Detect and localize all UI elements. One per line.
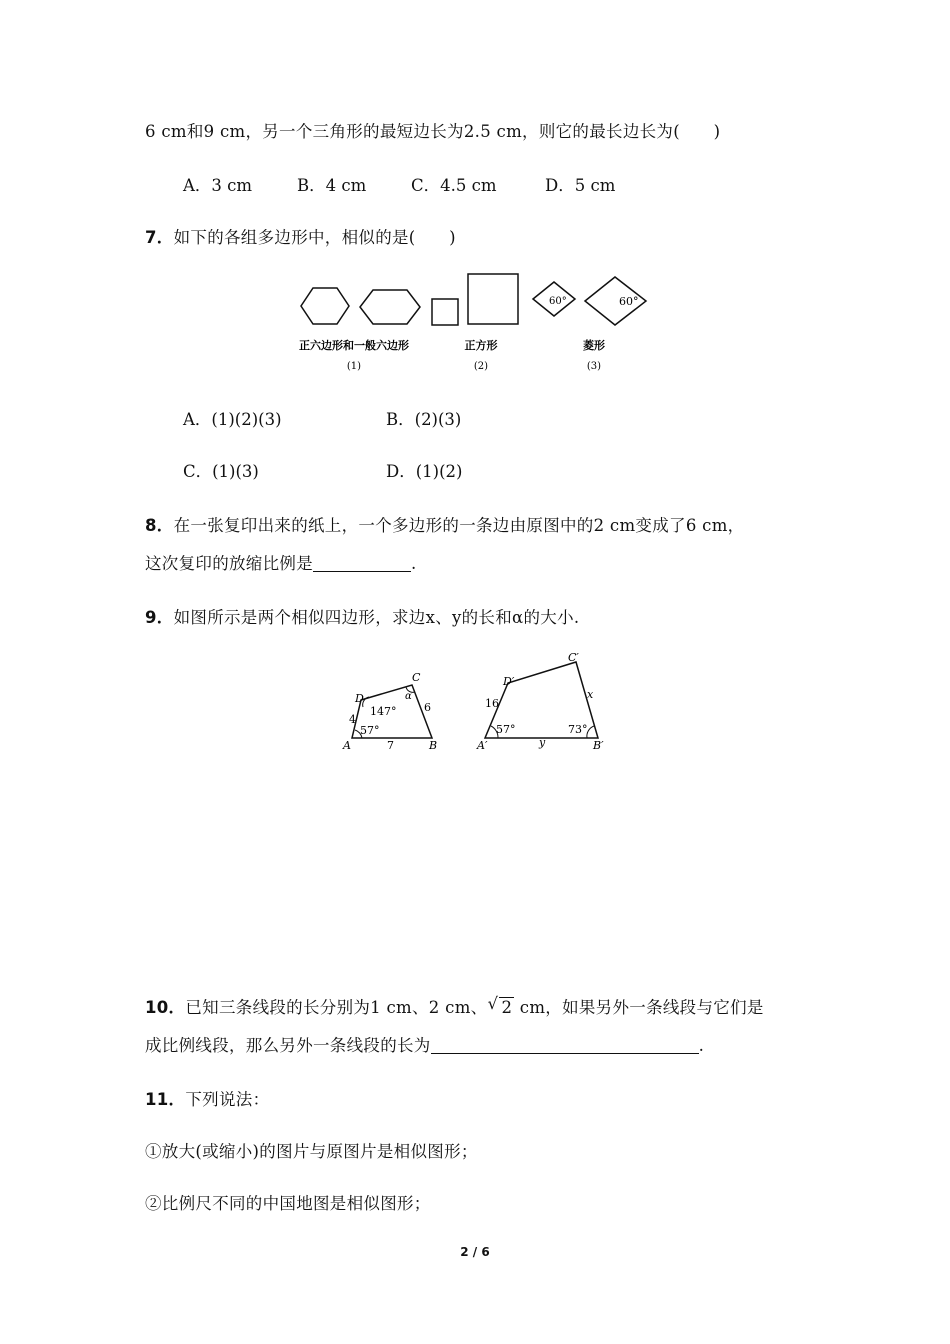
q7-number: 7． <box>145 228 174 247</box>
group3-number: (3) <box>586 361 602 372</box>
large-square <box>468 274 518 324</box>
q10-text-b: cm，如果另外一条线段与它们是 <box>514 998 764 1017</box>
side-ad: 4 <box>349 713 356 726</box>
label-a2: A′ <box>477 739 488 752</box>
q10-line-2 <box>145 1032 704 1056</box>
angle-b2: 73° <box>568 723 588 736</box>
q10-text-2: 成比例线段，那么另外一条线段的长为 <box>145 1036 431 1055</box>
q8-text-2: 这次复印的放缩比例是 <box>145 554 313 573</box>
q10-number: 10． <box>145 998 186 1017</box>
q10-end: . <box>698 1036 705 1055</box>
q9-text: 如图所示是两个相似四边形，求边x、y的长和α的大小. <box>173 608 580 627</box>
q6-option-a: A．3 cm <box>183 176 253 195</box>
group1-number: (1) <box>346 361 362 372</box>
label-d2: D′ <box>503 675 515 688</box>
q7-option-b: B．(2)(3) <box>386 410 462 429</box>
label-b: B <box>429 739 438 752</box>
group3-label: 菱形 <box>583 339 605 352</box>
q8-line-1 <box>145 512 744 536</box>
small-square <box>432 299 458 325</box>
small-rhombus-angle: 60° <box>549 296 567 307</box>
q11-number: 11． <box>145 1090 186 1109</box>
q7-option-d: D．(1)(2) <box>386 462 463 481</box>
q8-text-1: 在一张复印出来的纸上，一个多边形的一条边由原图中的2 cm变成了6 cm， <box>173 516 745 535</box>
q11-text: 下列说法： <box>185 1090 270 1109</box>
q11-item-1: ①放大(或缩小)的图片与原图片是相似图形； <box>145 1142 478 1161</box>
q10-text-a: 已知三条线段的长分别为1 cm、2 cm、 <box>185 998 488 1017</box>
side-a2d2: 16 <box>485 697 499 710</box>
q7-option-c: C．(1)(3) <box>183 462 259 481</box>
sqrt-2 <box>487 994 514 1017</box>
sqrt-value: 2 <box>501 998 513 1017</box>
side-ab: 7 <box>387 739 394 752</box>
label-c: C <box>412 671 421 684</box>
q6-option-b: B．4 cm <box>297 176 367 195</box>
q6-text: 6 cm和9 cm，另一个三角形的最短边长为2.5 cm，则它的最长边长为( ) <box>145 122 721 141</box>
angle-a: 57° <box>360 724 380 737</box>
side-bc: 6 <box>424 701 431 714</box>
page-number: 2 / 6 <box>460 1245 490 1259</box>
q6-option-d: D．5 cm <box>545 176 616 195</box>
q7-question <box>145 224 456 248</box>
q8-end: . <box>411 554 417 573</box>
label-a: A <box>343 739 351 752</box>
q9-number: 9． <box>145 608 174 627</box>
side-b2c2: x <box>587 688 594 701</box>
q8-number: 8． <box>145 516 174 535</box>
group2-number: (2) <box>473 361 489 372</box>
large-rhombus-angle: 60° <box>619 295 639 308</box>
group2-label: 正方形 <box>464 339 498 352</box>
q7-option-a: A．(1)(2)(3) <box>183 410 282 429</box>
label-alpha: α <box>405 691 412 702</box>
regular-hexagon <box>301 288 349 324</box>
q8-answer-blank[interactable] <box>313 553 411 572</box>
q7-text: 如下的各组多边形中，相似的是( ) <box>173 228 456 247</box>
side-a2b2: y <box>539 736 546 749</box>
q9-question <box>145 604 579 628</box>
label-d: D <box>355 692 364 705</box>
sqrt-symbol: √ <box>487 994 499 1013</box>
angle-a2: 57° <box>496 723 516 736</box>
q8-line-2 <box>145 550 417 574</box>
label-c2: C′ <box>568 651 579 664</box>
general-hexagon <box>360 290 420 324</box>
q7-polygons-figure <box>295 268 655 378</box>
angle-b2-arc <box>587 726 594 738</box>
q9-quadrilaterals-figure <box>335 645 625 760</box>
q11-item-2: ②比例尺不同的中国地图是相似图形； <box>145 1194 431 1213</box>
label-b2: B′ <box>593 739 604 752</box>
q10-line-1 <box>145 994 764 1018</box>
angle-d: 147° <box>370 705 397 718</box>
group1-label: 正六边形和一般六边形 <box>299 339 409 352</box>
q11-question <box>145 1086 269 1110</box>
q6-option-c: C．4.5 cm <box>411 176 497 195</box>
q10-answer-blank[interactable] <box>431 1035 699 1054</box>
